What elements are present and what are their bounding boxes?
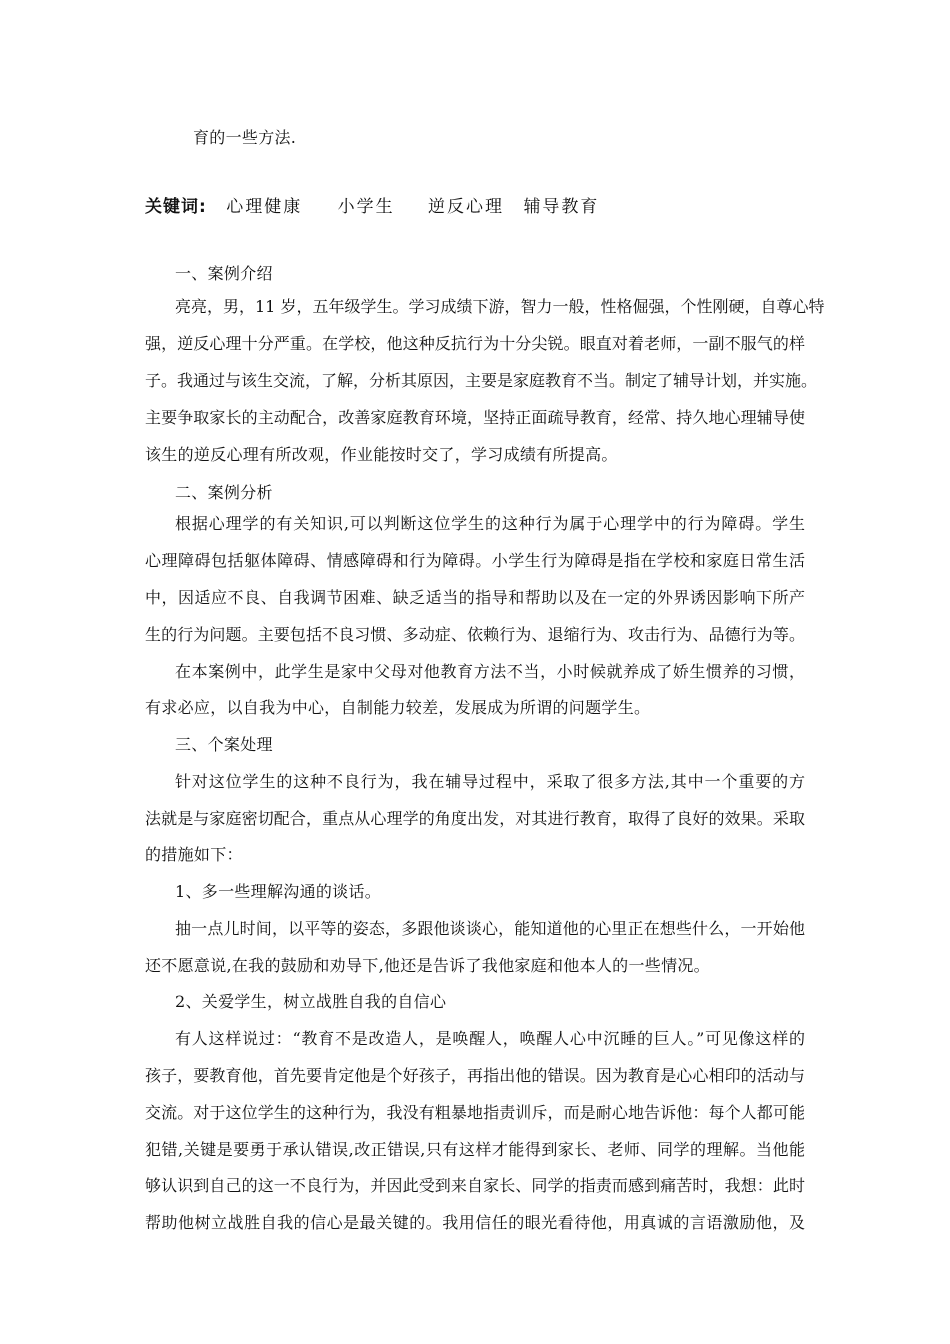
paragraph-line: 够认识到自己的这一不良行为，并因此受到来自家长、同学的指责而感到痛苦时，我想：此时	[145, 1176, 805, 1195]
paragraph-line: 还不愿意说,在我的鼓励和劝导下,他还是告诉了我他家庭和他本人的一些情况。	[145, 956, 710, 975]
keywords-line	[145, 196, 599, 218]
section-heading: 二、案例分析	[175, 483, 273, 502]
paragraph-line: 抽一点儿时间，以平等的姿态，多跟他谈谈心，能知道他的心里正在想些什么，一开始他	[175, 919, 805, 938]
paragraph-line: 有人这样说过：“教育不是改造人，是唤醒人，唤醒人心中沉睡的巨人。”可见像这样的	[175, 1029, 805, 1048]
paragraph-line: 犯错,关键是要勇于承认错误,改正错误,只有这样才能得到家长、老师、同学的理解。当他能	[145, 1140, 805, 1159]
paragraph-line: 强，逆反心理十分严重。在学校，他这种反抗行为十分尖锐。眼直对着老师，一副不服气的样	[145, 334, 805, 353]
paragraph-line: 生的行为问题。主要包括不良习惯、多动症、依赖行为、退缩行为、攻击行为、品德行为等。	[145, 625, 805, 644]
section-heading: 一、案例介绍	[175, 264, 273, 283]
keywords-label: 关键词:	[145, 197, 207, 217]
paragraph-line: 交流。对于这位学生的这种行为，我没有粗暴地指责训斥，而是耐心地告诉他：每个人都可能	[145, 1103, 805, 1122]
paragraph-line: 子。我通过与该生交流，了解，分析其原因，主要是家庭教育不当。制定了辅导计划，并实施。	[145, 371, 818, 390]
paragraph-line: 孩子，要教育他，首先要肯定他是个好孩子，再指出他的错误。因为教育是心心相印的活动与	[145, 1066, 805, 1085]
keyword-item: 逆反心理	[428, 197, 505, 217]
paragraph-line: 的措施如下：	[145, 845, 243, 864]
section-heading: 三、个案处理	[175, 735, 273, 754]
paragraph-line: 中，因适应不良、自我调节困难、缺乏适当的指导和帮助以及在一定的外界诱因影响下所产	[145, 588, 805, 607]
paragraph-line: 该生的逆反心理有所改观，作业能按时交了，学习成绩有所提高。	[145, 445, 618, 464]
paragraph-line: 针对这位学生的这种不良行为，我在辅导过程中，采取了很多方法,其中一个重要的方	[175, 772, 805, 791]
paragraph-line: 主要争取家长的主动配合，改善家庭教育环境，坚持正面疏导教育，经常、持久地心理辅导使	[145, 408, 805, 427]
paragraph-line: 有求必应，以自我为中心，自制能力较差，发展成为所谓的问题学生。	[145, 698, 651, 717]
keyword-item: 心理健康	[226, 197, 303, 217]
subsection-heading: 1、多一些理解沟通的谈话。	[175, 882, 382, 901]
paragraph-line: 亮亮，男，11 岁，五年级学生。学习成绩下游，智力一般，性格倔强，个性刚硬，自尊心特	[175, 297, 825, 316]
paragraph-line: 帮助他树立战胜自我的信心是最关键的。我用信任的眼光看待他，用真诚的言语激励他，及	[145, 1213, 805, 1232]
keyword-item: 辅导教育	[523, 197, 600, 217]
keyword-item: 小学生	[337, 197, 395, 217]
paragraph-line: 法就是与家庭密切配合，重点从心理学的角度出发，对其进行教育，取得了良好的效果。采取	[145, 809, 805, 828]
paragraph-line: 心理障碍包括躯体障碍、情感障碍和行为障碍。小学生行为障碍是指在学校和家庭日常生活	[145, 551, 805, 570]
paragraph-line: 根据心理学的有关知识,可以判断这位学生的这种行为属于心理学中的行为障碍。学生	[175, 514, 805, 533]
intro-tail-text: 育的一些方法.	[193, 128, 297, 147]
subsection-heading: 2、关爱学生，树立战胜自我的自信心	[175, 992, 447, 1011]
paragraph-line: 在本案例中，此学生是家中父母对他教育方法不当，小时候就养成了娇生惯养的习惯，	[175, 662, 805, 681]
